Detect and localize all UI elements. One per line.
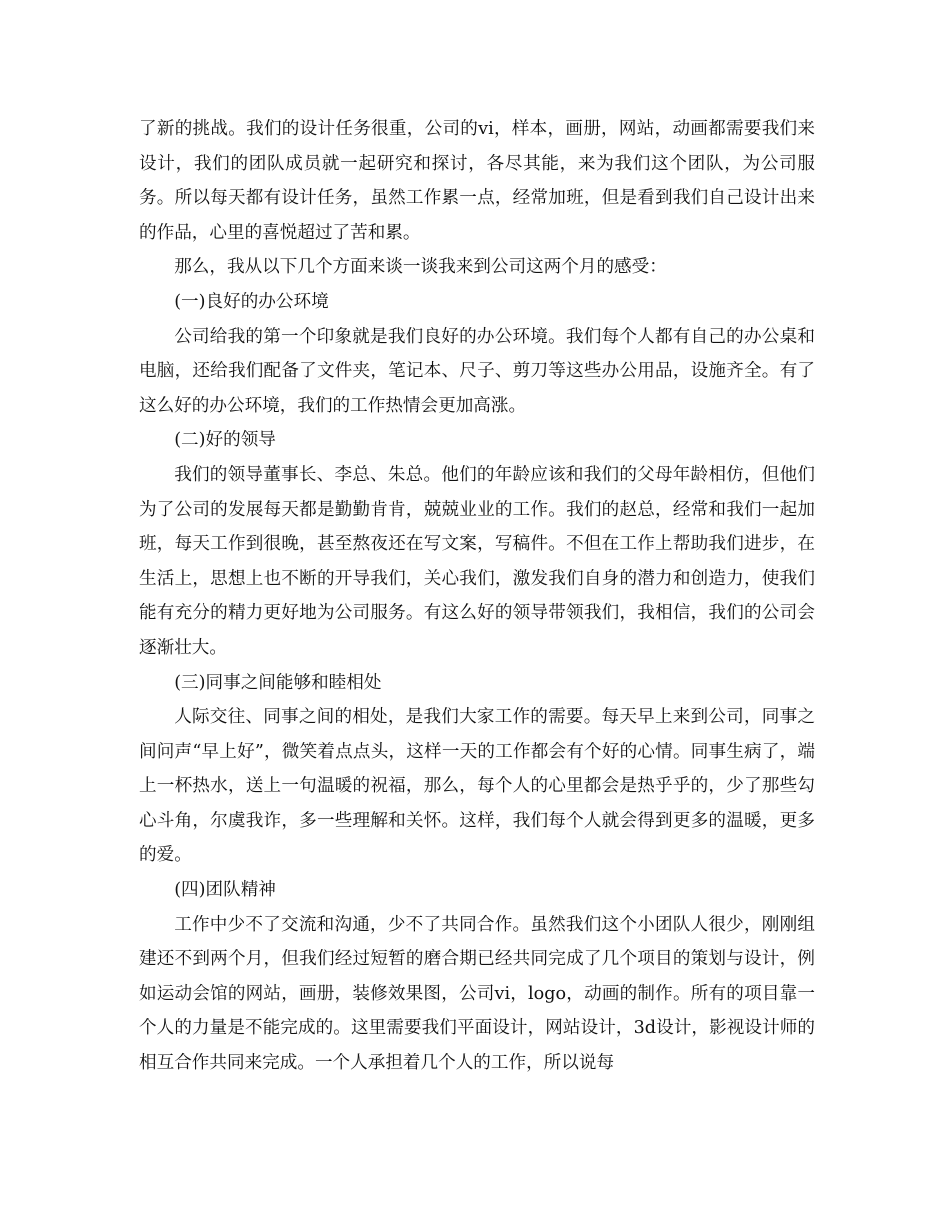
paragraph-office-environment: 公司给我的第一个印象就是我们良好的办公环境。我们每个人都有自己的办公桌和电脑，还给我们配备了文件夹，笔记本、尺子、剪刀等这些办公用品，设施齐全。有了这么好的办公环境，我们的工作热情会更加高涨。	[139, 326, 815, 416]
section-heading-leadership: (二)好的领导	[174, 430, 276, 451]
paragraph-continued: 了新的挑战。我们的设计任务很重，公司的vi，样本，画册，网站，动画都需要我们来设计，我们的团队成员就一起研究和探讨，各尽其能，来为我们这个团队，为公司服务。所以每天都有设计任务，虽然工作累一点，经常加班，但是看到我们自己设计出来的作品，心里的喜悦超过了苦和累。	[139, 119, 815, 243]
paragraph-team-spirit: 工作中少不了交流和沟通，少不了共同合作。虽然我们这个小团队人很少，刚刚组建还不到两个月，但我们经过短暂的磨合期已经共同完成了几个项目的策划与设计，例如运动会馆的网站，画册，装修效果图，公司vi，logo，动画的制作。所有的项目靠一个人的力量是不能完成的。这里需要我们平面设计，网站设计，3d设计，影视设计师的相互合作共同来完成。一个人承担着几个人的工作，所以说每	[139, 914, 815, 1074]
paragraph-intro: 那么，我从以下几个方面来谈一谈我来到公司这两个月的感受：	[174, 257, 667, 278]
section-heading-colleagues: (三)同事之间能够和睦相处	[174, 672, 382, 693]
section-heading-team-spirit: (四)团队精神	[174, 880, 276, 901]
document-page	[139, 112, 815, 1081]
section-heading-office-environment: (一)良好的办公环境	[174, 291, 329, 312]
paragraph-leadership: 我们的领导董事长、李总、朱总。他们的年龄应该和我们的父母年龄相仿，但他们为了公司的发展每天都是勤勤肯肯，兢兢业业的工作。我们的赵总，经常和我们一起加班，每天工作到很晚，甚至熬夜还在写文案，写稿件。不但在工作上帮助我们进步，在生活上，思想上也不断的开导我们，关心我们，激发我们自身的潜力和创造力，使我们能有充分的精力更好地为公司服务。有这么好的领导带领我们，我相信，我们的公司会逐渐壮大。	[139, 464, 815, 658]
paragraph-colleagues: 人际交往、同事之间的相处，是我们大家工作的需要。每天早上来到公司，同事之间问声“早上好”，微笑着点点头，这样一天的工作都会有个好的心情。同事生病了，端上一杯热水，送上一句温暖的祝福，那么，每个人的心里都会是热乎乎的，少了那些勾心斗角，尔虞我诈，多一些理解和关怀。这样，我们每个人就会得到更多的温暖，更多的爱。	[139, 707, 815, 866]
